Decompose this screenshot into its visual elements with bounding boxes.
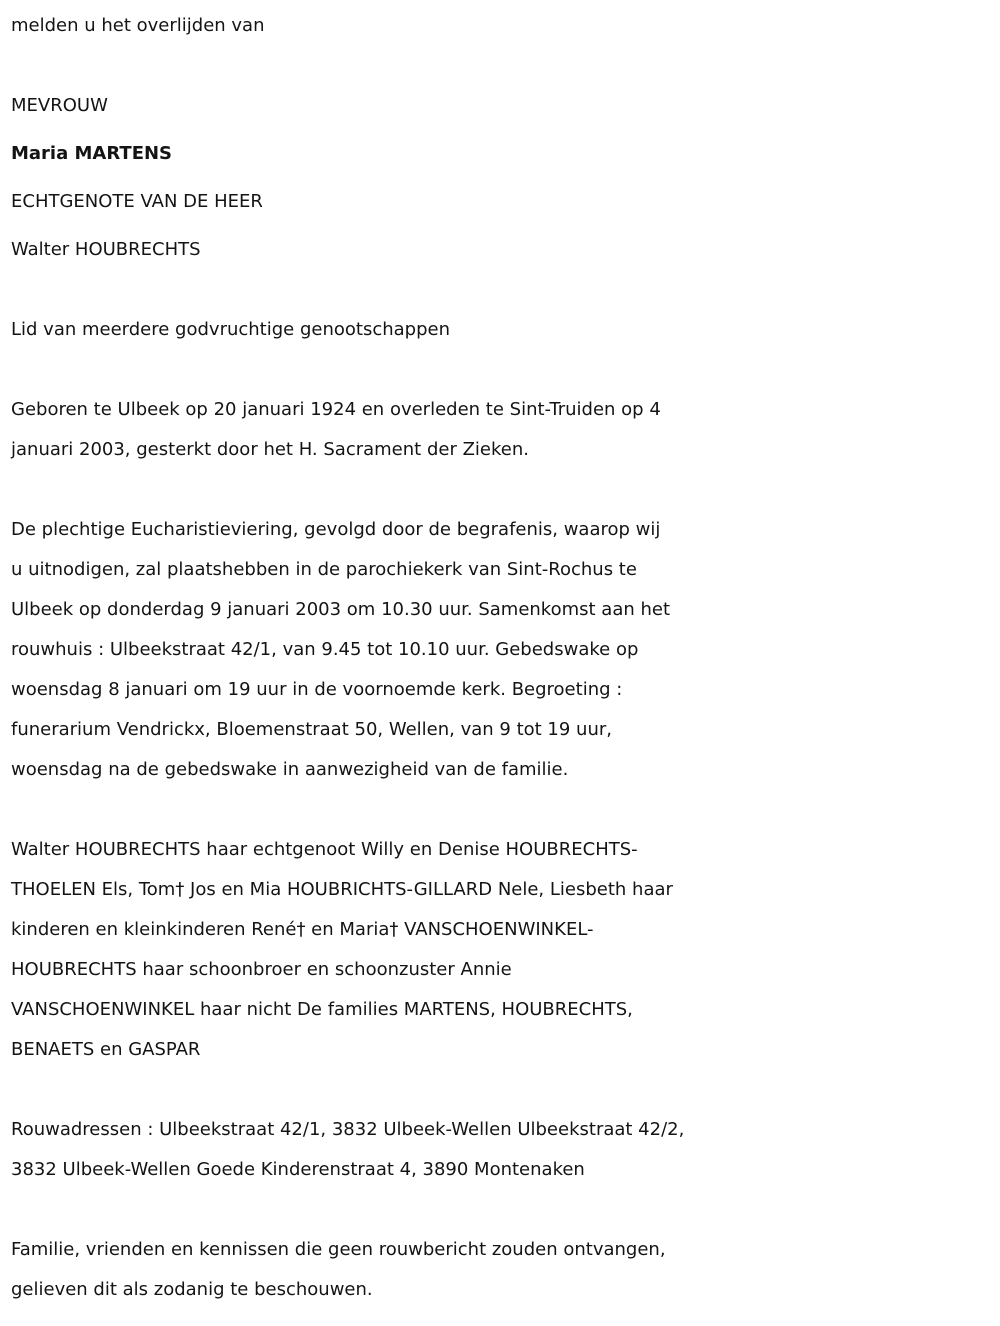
paragraph-line: gelieven dit als zodanig te beschouwen. <box>11 1279 373 1300</box>
paragraph-line: VANSCHOENWINKEL haar nicht De families MARTENS, HOUBRECHTS, <box>11 999 633 1020</box>
spacer <box>11 470 993 510</box>
paragraph-line: Ulbeek op donderdag 9 januari 2003 om 10.30 uur. Samenkomst aan het <box>11 599 671 620</box>
paragraph-line: kinderen en kleinkinderen René† en Maria† VANSCHOENWINKEL- <box>11 919 594 940</box>
intro-line: melden u het overlijden van <box>11 15 265 36</box>
spacer <box>11 46 993 86</box>
paragraph-line: u uitnodigen, zal plaatshebben in de parochiekerk van Sint-Rochus te <box>11 559 637 580</box>
paragraph-line: 3832 Ulbeek-Wellen Goede Kinderenstraat 4, 3890 Montenaken <box>11 1159 585 1180</box>
deceased-name: Maria MARTENS <box>11 143 173 164</box>
salutation: MEVROUW <box>11 95 108 116</box>
paragraph-line: BENAETS en GASPAR <box>11 1039 201 1060</box>
membership-line: Lid van meerdere godvruchtige genootschappen <box>11 319 451 340</box>
spacer <box>11 790 993 830</box>
paragraph-line: De plechtige Eucharistieviering, gevolgd door de begrafenis, waarop wij <box>11 519 661 540</box>
family-paragraph <box>11 830 993 1070</box>
paragraph-line: Geboren te Ulbeek op 20 januari 1924 en overleden te Sint-Truiden op 4 <box>11 399 661 420</box>
spacer <box>11 1070 993 1110</box>
spacer <box>11 270 993 310</box>
paragraph-line: rouwhuis : Ulbeekstraat 42/1, van 9.45 tot 10.10 uur. Gebedswake op <box>11 639 639 660</box>
obituary-document <box>11 0 993 1310</box>
spouse-name: Walter HOUBRECHTS <box>11 239 201 260</box>
paragraph-line: januari 2003, gesterkt door het H. Sacrament der Zieken. <box>11 439 529 460</box>
paragraph-line: Familie, vrienden en kennissen die geen rouwbericht zouden ontvangen, <box>11 1239 666 1260</box>
paragraph-line: funerarium Vendrickx, Bloemenstraat 50, Wellen, van 9 tot 19 uur, <box>11 719 612 740</box>
paragraph-line: Walter HOUBRECHTS haar echtgenoot Willy en Denise HOUBRECHTS- <box>11 839 638 860</box>
paragraph-line: HOUBRECHTS haar schoonbroer en schoonzuster Annie <box>11 959 512 980</box>
paragraph-line: Rouwadressen : Ulbeekstraat 42/1, 3832 Ulbeek-Wellen Ulbeekstraat 42/2, <box>11 1119 685 1140</box>
spacer <box>11 1190 993 1230</box>
closing-paragraph <box>11 1230 993 1310</box>
ceremony-paragraph <box>11 510 993 790</box>
spouse-title: ECHTGENOTE VAN DE HEER <box>11 191 263 212</box>
paragraph-line: woensdag na de gebedswake in aanwezigheid van de familie. <box>11 759 569 780</box>
addresses-paragraph <box>11 1110 993 1190</box>
birth-death-paragraph <box>11 390 993 470</box>
spacer <box>11 350 993 390</box>
paragraph-line: THOELEN Els, Tom† Jos en Mia HOUBRICHTS-GILLARD Nele, Liesbeth haar <box>11 879 673 900</box>
paragraph-line: woensdag 8 januari om 19 uur in de voornoemde kerk. Begroeting : <box>11 679 623 700</box>
